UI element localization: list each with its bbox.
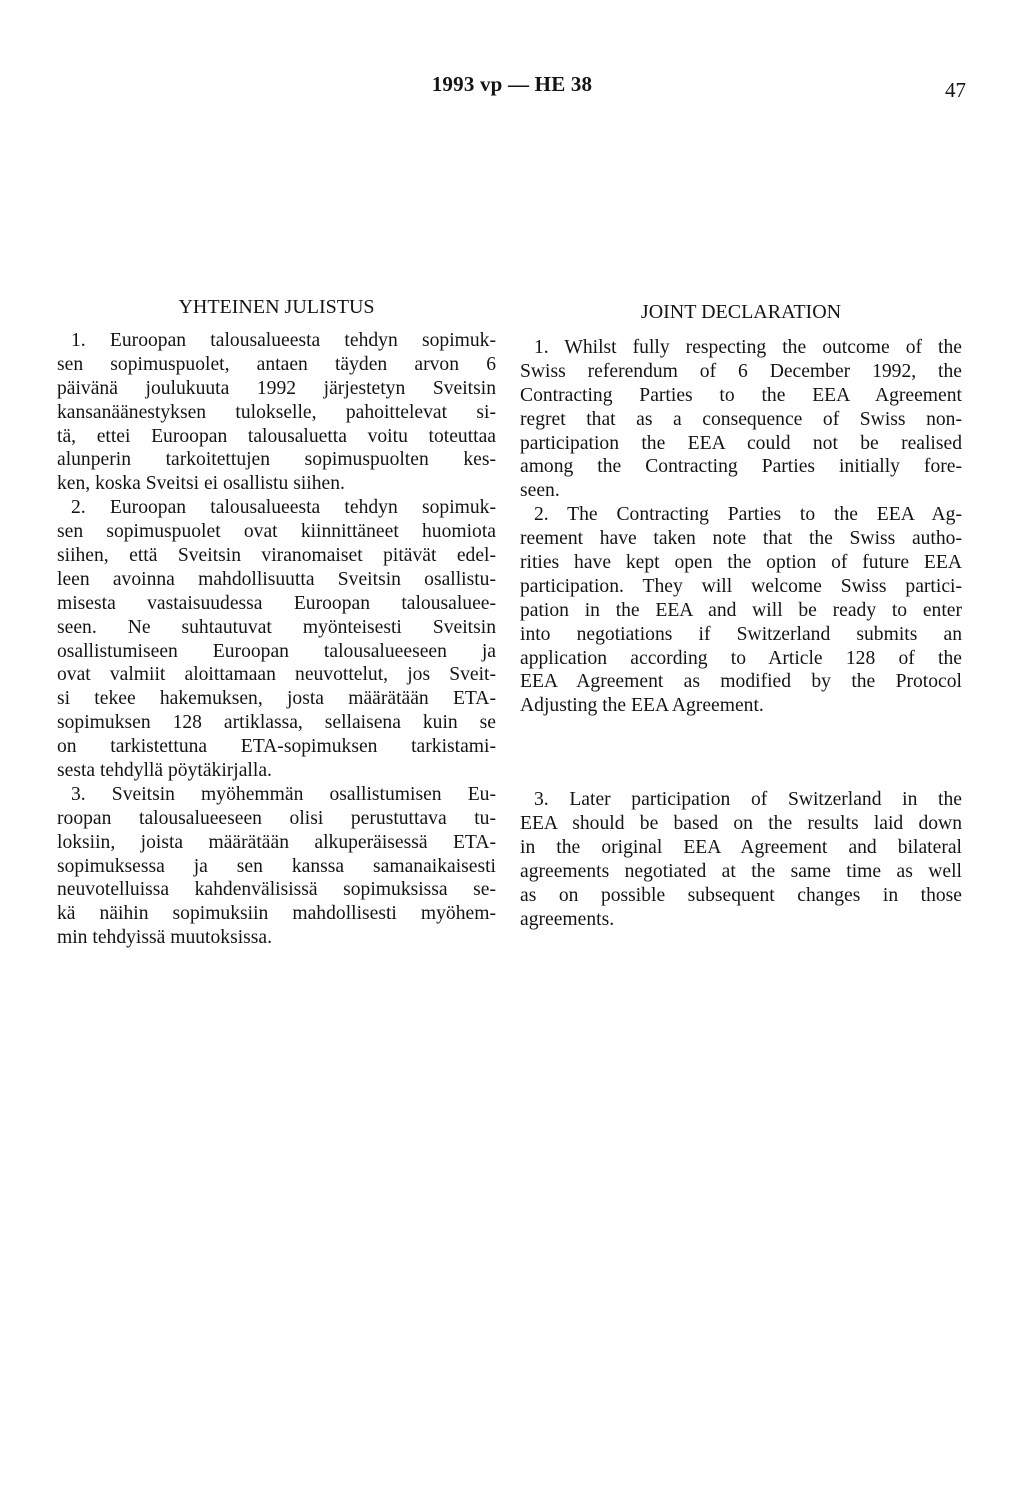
english-paragraph-3 [520, 788, 962, 931]
text-line: 3. Later participation of Switzerland in the [534, 789, 962, 811]
text-line: application according to Article 128 of the [520, 647, 962, 669]
english-heading: JOINT DECLARATION [640, 301, 842, 323]
text-line: in the original EEA Agreement and bilateral [520, 837, 962, 859]
text-line: participation. They will welcome Swiss partici- [520, 575, 962, 597]
text-line: alunperin tarkoitettujen sopimuspuolten kes- [57, 449, 496, 471]
text-line: sen sopimuspuolet, antaen täyden arvon 6 [57, 353, 496, 375]
english-paragraph-1 [520, 336, 962, 503]
text-line: päivänä joulukuuta 1992 järjestetyn Sveitsin [57, 377, 496, 399]
english-paragraph-2 [520, 503, 962, 718]
text-line: Adjusting the EEA Agreement. [520, 695, 764, 717]
text-line: siihen, että Sveitsin viranomaiset pitävät edel- [57, 545, 496, 567]
text-line: rities have kept open the option of future EEA [520, 552, 962, 574]
text-line: loksiin, joista määrätään alkuperäisessä ETA- [57, 831, 496, 853]
finnish-column [57, 295, 496, 950]
text-line: sopimuksen 128 artiklassa, sellaisena kuin se [57, 712, 496, 734]
text-line: kansanäänestyksen tulokselle, pahoittelevat si- [57, 401, 496, 423]
text-line: leen avoinna mahdollisuutta Sveitsin osallistu- [57, 568, 496, 590]
finnish-paragraph-1 [57, 329, 496, 496]
text-line: misesta vastaisuudessa Euroopan talousaluee- [57, 592, 496, 614]
text-line: ken, koska Sveitsi ei osallistu siihen. [57, 473, 345, 495]
text-line: roopan talousalueeseen olisi perustuttava tu- [57, 807, 496, 829]
text-line: regret that as a consequence of Swiss non- [520, 408, 962, 430]
text-line: si tekee hakemuksen, josta määrätään ETA- [57, 688, 496, 710]
text-line: 2. Euroopan talousalueesta tehdyn sopimuk- [71, 497, 496, 519]
finnish-heading: YHTEINEN JULISTUS [178, 296, 375, 318]
text-line: osallistumiseen Euroopan talousalueeseen ja [57, 640, 496, 662]
text-line: reement have taken note that the Swiss autho- [520, 528, 962, 550]
text-line: min tehdyissä muutoksissa. [57, 927, 272, 949]
finnish-paragraph-2 [57, 496, 496, 783]
english-column [520, 300, 962, 932]
text-line: participation the EEA could not be realised [520, 432, 962, 454]
text-line: sen sopimuspuolet ovat kiinnittäneet huomiota [57, 521, 496, 543]
running-title: 1993 vp — HE 38 [431, 72, 593, 96]
text-line: neuvotelluissa kahdenvälisissä sopimuksissa se- [57, 879, 496, 901]
text-line: Swiss referendum of 6 December 1992, the [520, 360, 962, 382]
text-line: into negotiations if Switzerland submits an [520, 623, 962, 645]
paragraph-gap [520, 718, 962, 788]
text-line: seen. [520, 480, 560, 502]
text-line: 1. Whilst fully respecting the outcome of the [534, 337, 962, 358]
text-line: EEA should be based on the results laid down [520, 813, 962, 835]
text-line: on tarkistettuna ETA-sopimuksen tarkistami- [57, 736, 496, 758]
text-line: ovat valmiit aloittamaan neuvottelut, jos Sveit- [57, 664, 496, 686]
text-line: kä näihin sopimuksiin mahdollisesti myöhem- [57, 903, 496, 925]
text-line: 1. Euroopan talousalueesta tehdyn sopimuk- [71, 330, 496, 351]
text-line: Contracting Parties to the EEA Agreement [520, 384, 962, 406]
text-line: agreements negotiated at the same time as well [520, 860, 962, 882]
text-line: sopimuksessa ja sen kanssa samanaikaisesti [57, 855, 496, 877]
text-line: as on possible subsequent changes in those [520, 884, 962, 906]
text-line: 3. Sveitsin myöhemmän osallistumisen Eu- [71, 783, 496, 805]
text-line: 2. The Contracting Parties to the EEA Ag- [534, 504, 962, 526]
text-line: EEA Agreement as modified by the Protocol [520, 671, 962, 693]
page-number: 47 [945, 78, 966, 102]
text-line: tä, ettei Euroopan talousaluetta voitu toteuttaa [57, 425, 496, 447]
text-line: sesta tehdyllä pöytäkirjalla. [57, 760, 272, 782]
text-line: agreements. [520, 908, 615, 930]
text-line: seen. Ne suhtautuvat myönteisesti Sveitsin [57, 616, 496, 638]
text-line: pation in the EEA and will be ready to enter [520, 599, 962, 621]
text-line: among the Contracting Parties initially fore- [520, 456, 962, 478]
finnish-paragraph-3 [57, 783, 496, 950]
